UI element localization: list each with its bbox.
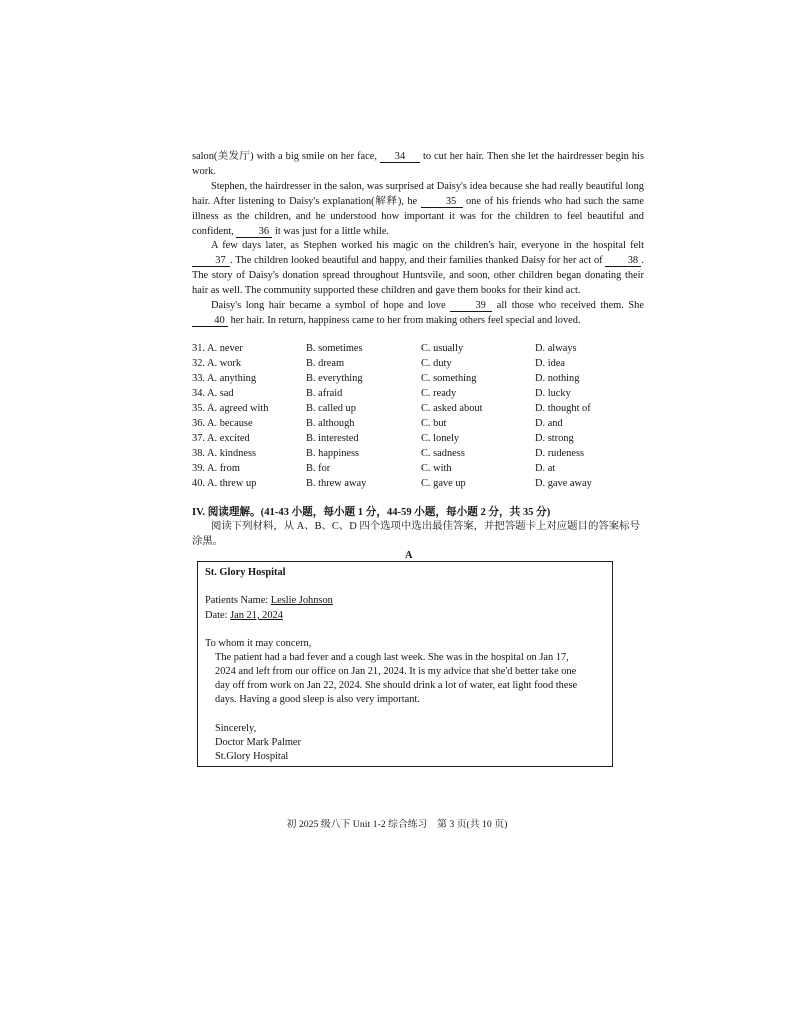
note-date-line: Date: Jan 21, 2024 [205,610,283,621]
note-body-line-3: day off from work on Jan 22, 2024. She should drink a lot of water, eat light food these [215,680,578,691]
answer-options [192,342,652,492]
cloze-passage [192,150,644,329]
note-doctor-name: Doctor Mark Palmer [215,737,301,748]
option-row-34: 34. A. sad B. afraid C. ready D. lucky [192,388,571,399]
patient-name: Leslie Johnson [270,595,333,606]
option-row-40: 40. A. threw up B. threw away C. gave up D. gave away [192,478,592,489]
option-row-37: 37. A. excited B. interested C. lonely D. strong [192,433,574,444]
note-body-line-2: 2024 and left from our office on Jan 21, 2024. It is my advice that she'd better take one [215,666,577,677]
blank-36: 36 [236,226,272,238]
option-row-31: 31. A. never B. sometimes C. usually D. always [192,343,577,354]
note-date: Jan 21, 2024 [230,610,283,621]
blank-39: 39 [450,300,492,312]
note-hospital-title: St. Glory Hospital [205,567,286,578]
passage-paragraph-4: Daisy's long hair became a symbol of hope and love 39 all those who received them. She 40 her hair. In return, happiness came to her from making others feel special and loved. [192,299,644,329]
blank-34: 34 [380,151,420,163]
option-row-35: 35. A. agreed with B. called up C. asked about D. thought of [192,403,591,414]
note-closing: Sincerely, [215,723,257,734]
note-patient-line: Patients Name: Leslie Johnson [205,595,333,606]
blank-38: 38 [605,255,641,267]
blank-40: 40 [192,315,228,327]
option-row-36: 36. A. because B. although C. but D. and [192,418,563,429]
passage-paragraph-3: A few days later, as Stephen worked his magic on the children's hair, everyone in the hospital felt 37 . The children looked beautiful and happy, and their families thanked Daisy for her act of 38 . The story of Daisy's donation spread throughout Huntsvile, and soon, other children began donating their hair as well. The community supported these children and gave them books for their kind act. [192,240,644,297]
option-row-38: 38. A. kindness B. happiness C. sadness D. rudeness [192,448,585,459]
passage-paragraph-1: salon(美发厅) with a big smile on her face, 34 to cut her hair. Then she let the hairdresser begin his work. [192,151,644,177]
page-footer: 初 2025 级八下 Unit 1-2 综合练习 第 3 页(共 10 页) [286,819,508,830]
option-row-39: 39. A. from B. for C. with D. at [192,463,556,474]
option-row-33: 33. A. anything B. everything C. something D. nothing [192,373,580,384]
blank-35: 35 [421,196,463,208]
blank-37: 37 [192,255,230,267]
note-body-line-1: The patient had a bad fever and a cough last week. She was in the hospital on Jan 17, [215,652,569,663]
passage-paragraph-2: Stephen, the hairdresser in the salon, was surprised at Daisy's idea because she had really beautiful long hair. After listening to Daisy's explanation(解释), he 35 one of his friends who had such the same illness as the children, and he understood how important it was for the children to feel beautiful and confident, 36 it was just for a little while. [192,180,644,237]
note-salutation: To whom it may concern, [205,638,312,649]
note-signature-hospital: St.Glory Hospital [215,751,289,762]
section-title: IV. 阅读理解。(41-43 小题，每小题 1 分，44-59 小题，每小题 2 分，共 35 分) [192,507,551,518]
note-body-line-4: days. Having a good sleep is also very important. [215,694,420,705]
section-instruction: 阅读下列材料，从 A、B、C、D 四个选项中选出最佳答案，并把答题卡上对应题目的答案标号涂黑。 [192,521,640,547]
option-row-32: 32. A. work B. dream C. duty D. idea [192,358,566,369]
doctor-note-box [197,561,613,767]
passage-letter: A [405,550,413,561]
